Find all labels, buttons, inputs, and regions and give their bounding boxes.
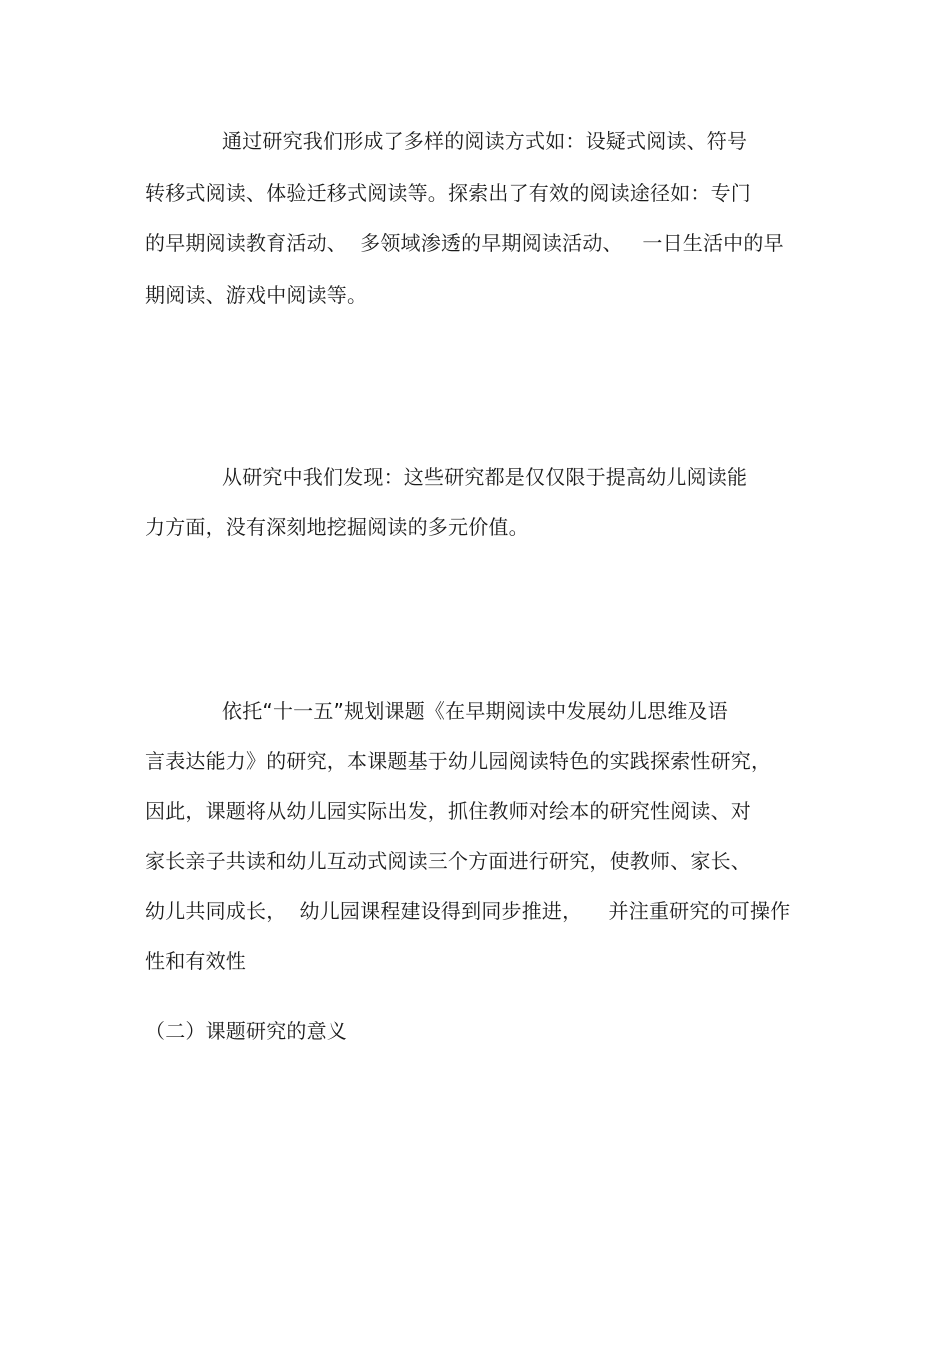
paragraph-1-line-4: 期阅读、游戏中阅读等。: [145, 283, 368, 307]
paragraph-2-line-1: 从研究中我们发现：这些研究都是仅仅限于提高幼儿阅读能: [222, 465, 748, 489]
paragraph-3-line-1: 依托“十一五”规划课题《在早期阅读中发展幼儿思维及语: [222, 699, 728, 723]
section-heading: （二）课题研究的意义: [145, 1019, 347, 1043]
paragraph-3-line-4: 家长亲子共读和幼儿互动式阅读三个方面进行研究，使教师、家长、: [145, 849, 751, 873]
paragraph-3-line-3: 因此，课题将从幼儿园实际出发，抓住教师对绘本的研究性阅读、对: [145, 799, 751, 823]
paragraph-1-line-2: 转移式阅读、体验迁移式阅读等。探索出了有效的阅读途径如：专门: [145, 181, 751, 205]
paragraph-1-line-3: 的早期阅读教育活动、 多领域渗透的早期阅读活动、 一日生活中的早: [145, 231, 784, 255]
paragraph-2-line-2: 力方面，没有深刻地挖掘阅读的多元价值。: [145, 515, 529, 539]
paragraph-3-line-6: 性和有效性: [145, 949, 246, 973]
paragraph-3-line-2: 言表达能力》的研究，本课题基于幼儿园阅读特色的实践探索性研究，: [145, 749, 772, 773]
paragraph-1-line-1: 通过研究我们形成了多样的阅读方式如：设疑式阅读、符号: [222, 129, 748, 153]
paragraph-3-line-5: 幼儿共同成长， 幼儿园课程建设得到同步推进， 并注重研究的可操作: [145, 899, 791, 923]
